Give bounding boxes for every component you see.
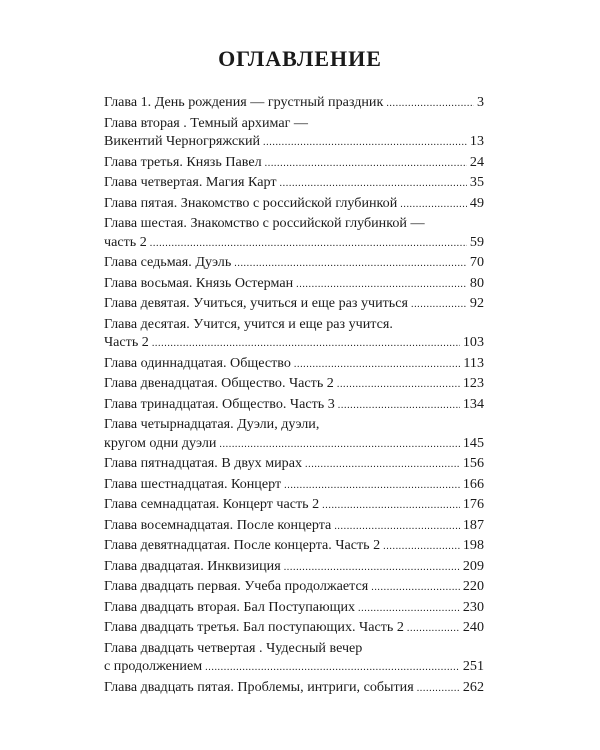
toc-page-number: 262	[462, 678, 484, 695]
page-title: ОГЛАВЛЕНИЕ	[218, 46, 382, 71]
toc-entry-row	[104, 577, 484, 598]
toc-entry-title-line: с продолжением	[104, 658, 203, 674]
toc-entry	[104, 454, 484, 475]
toc-page-number: 251	[462, 658, 484, 674]
toc-entry	[104, 395, 484, 416]
toc-entry-title-line: Глава двадцать вторая. Бал Поступающих	[104, 598, 356, 615]
toc-entry-title-line: Глава пятая. Знакомство с российской глубинкой	[104, 194, 398, 211]
toc-entry-title-line: Глава двадцать первая. Учеба продолжается	[104, 578, 369, 594]
toc-page-number: 80	[469, 274, 484, 291]
toc-entry-title-line: Глава двадцать четвертая . Чудесный вечер	[104, 639, 363, 656]
toc-entry-row	[104, 618, 484, 639]
toc-entry	[104, 475, 484, 496]
toc-page-number: 230	[462, 598, 484, 615]
dot-leader	[322, 497, 460, 516]
toc-page-number: 240	[462, 619, 484, 635]
toc-entry-row	[104, 374, 484, 395]
toc-entry-row	[104, 678, 484, 699]
dot-leader	[265, 155, 467, 174]
dot-leader	[407, 620, 460, 639]
toc-entry-row	[104, 516, 484, 537]
toc-entry	[104, 536, 484, 557]
toc-entry-row	[104, 657, 484, 678]
toc-entry-title-line: Глава восьмая. Князь Остерман	[104, 274, 294, 291]
toc-entry	[104, 354, 484, 375]
toc-entry-row	[104, 434, 484, 455]
toc-entry-row	[104, 354, 484, 375]
dot-leader	[284, 477, 460, 496]
dot-leader	[219, 436, 459, 455]
toc-entry-title-line: Глава двадцать пятая. Проблемы, интриги, события	[104, 678, 414, 695]
dot-leader	[371, 579, 460, 598]
dot-leader	[234, 255, 467, 274]
dot-leader	[263, 134, 467, 153]
toc-page-number: 13	[469, 133, 484, 149]
toc-entry	[104, 153, 484, 174]
dot-leader	[334, 518, 460, 537]
toc-entry-row	[104, 536, 484, 557]
toc-entry-row	[104, 253, 484, 274]
toc-page-number: 103	[462, 334, 484, 350]
toc-entry-title-line: Глава третья. Князь Павел	[104, 153, 262, 170]
toc-entry-title-line: Глава десятая. Учится, учится и еще раз учится.	[104, 315, 393, 332]
dot-leader	[417, 680, 460, 699]
toc-page-number: 59	[469, 233, 484, 250]
toc-entry-title-line: часть 2	[104, 233, 147, 250]
toc-entry-row	[104, 557, 484, 578]
dot-leader	[411, 296, 467, 315]
toc-page-number: 198	[462, 537, 484, 553]
toc-page-number: 134	[462, 395, 484, 412]
toc-page-number: 35	[469, 174, 484, 190]
toc-entry-title-line: Глава 1. День рождения — грустный праздник	[104, 94, 384, 110]
toc-entry	[104, 598, 484, 619]
toc-entry	[104, 173, 484, 194]
toc-entry-title-line: Глава седьмая. Дуэль	[104, 254, 232, 270]
toc-entry	[104, 639, 484, 678]
toc-entry-row	[104, 598, 484, 619]
toc-entry	[104, 678, 484, 699]
toc-entry	[104, 415, 484, 454]
toc-page-number: 49	[469, 194, 484, 211]
toc-entry-row	[104, 294, 484, 315]
toc-page-number: 220	[462, 578, 484, 594]
toc-entry-row	[104, 395, 484, 416]
dot-leader	[280, 175, 467, 194]
toc-entry-title-line: Глава девятнадцатая. После концерта. Часть 2	[104, 537, 381, 553]
toc-entry	[104, 374, 484, 395]
toc-entry	[104, 618, 484, 639]
toc-entry-title-line: Глава семнадцатая. Концерт часть 2	[104, 496, 320, 512]
dot-leader	[337, 376, 460, 395]
dot-leader	[383, 538, 460, 557]
toc-entry-title-line: Глава девятая. Учиться, учиться и еще раз учиться	[104, 295, 408, 311]
toc-entry-row	[104, 132, 484, 153]
toc-page-number: 156	[462, 455, 484, 471]
toc-entry-row	[104, 274, 484, 295]
toc-page-number: 92	[469, 295, 484, 311]
toc-page-number: 24	[469, 153, 484, 170]
toc-entry	[104, 294, 484, 315]
toc-entry-title-line: Глава двадцать третья. Бал поступающих. Часть 2	[104, 619, 404, 635]
toc-entry	[104, 315, 484, 354]
toc-page-number: 113	[463, 354, 484, 371]
toc-entry-title-line: Глава тринадцатая. Общество. Часть 3	[104, 395, 335, 412]
toc-entry-title-line: Глава вторая . Темный архимаг —	[104, 114, 308, 131]
toc-entry-row	[104, 233, 484, 254]
dot-leader	[358, 600, 460, 619]
dot-leader	[284, 559, 460, 578]
toc-page-number: 166	[462, 475, 484, 492]
toc-entry-row	[104, 173, 484, 194]
toc-entry	[104, 114, 484, 153]
toc-page-number: 123	[462, 375, 484, 391]
toc-entry-title-line: Глава шестая. Знакомство с российской глубинкой —	[104, 215, 425, 231]
toc-entry	[104, 214, 484, 253]
toc-entry	[104, 577, 484, 598]
dot-leader	[400, 196, 467, 215]
table-of-contents	[104, 93, 484, 698]
dot-leader	[296, 276, 467, 295]
toc-entry	[104, 516, 484, 537]
toc-page-number: 70	[469, 254, 484, 270]
toc-entry-title-line: кругом одни дуэли	[104, 434, 217, 451]
dot-leader	[305, 456, 460, 475]
dot-leader	[205, 659, 460, 678]
toc-entry-row	[104, 495, 484, 516]
toc-entry-title-line: Глава восемнадцатая. После концерта	[104, 516, 332, 533]
dot-leader	[294, 356, 461, 375]
toc-page-number: 187	[462, 516, 484, 533]
toc-entry-title-line: Глава шестнадцатая. Концерт	[104, 475, 282, 492]
dot-leader	[386, 95, 474, 114]
toc-entry-title-line: Глава пятнадцатая. В двух мирах	[104, 455, 303, 471]
toc-page-number: 176	[462, 496, 484, 512]
toc-entry	[104, 93, 484, 114]
toc-entry-title-line: Часть 2	[104, 334, 149, 350]
toc-page-number: 209	[462, 557, 484, 574]
toc-page-number: 3	[476, 94, 484, 110]
toc-entry-row	[104, 475, 484, 496]
toc-entry-title-line: Глава четырнадцатая. Дуэли, дуэли,	[104, 416, 320, 432]
toc-entry-row	[104, 93, 484, 114]
toc-entry	[104, 557, 484, 578]
toc-entry-row	[104, 454, 484, 475]
toc-entry-title-line: Глава одиннадцатая. Общество	[104, 354, 291, 371]
toc-entry-row	[104, 333, 484, 354]
toc-entry	[104, 194, 484, 215]
dot-leader	[338, 397, 460, 416]
toc-entry-row	[104, 153, 484, 174]
toc-entry-title-line: Глава двенадцатая. Общество. Часть 2	[104, 375, 334, 391]
dot-leader	[150, 235, 467, 254]
toc-entry-row	[104, 194, 484, 215]
toc-entry-title-line: Глава двадцатая. Инквизиция	[104, 557, 281, 574]
toc-entry	[104, 274, 484, 295]
dot-leader	[152, 335, 460, 354]
toc-entry	[104, 253, 484, 274]
toc-entry	[104, 495, 484, 516]
toc-entry-title-line: Викентий Черногряжский	[104, 133, 261, 149]
toc-entry-title-line: Глава четвертая. Магия Карт	[104, 174, 277, 190]
toc-page-number: 145	[462, 434, 484, 451]
